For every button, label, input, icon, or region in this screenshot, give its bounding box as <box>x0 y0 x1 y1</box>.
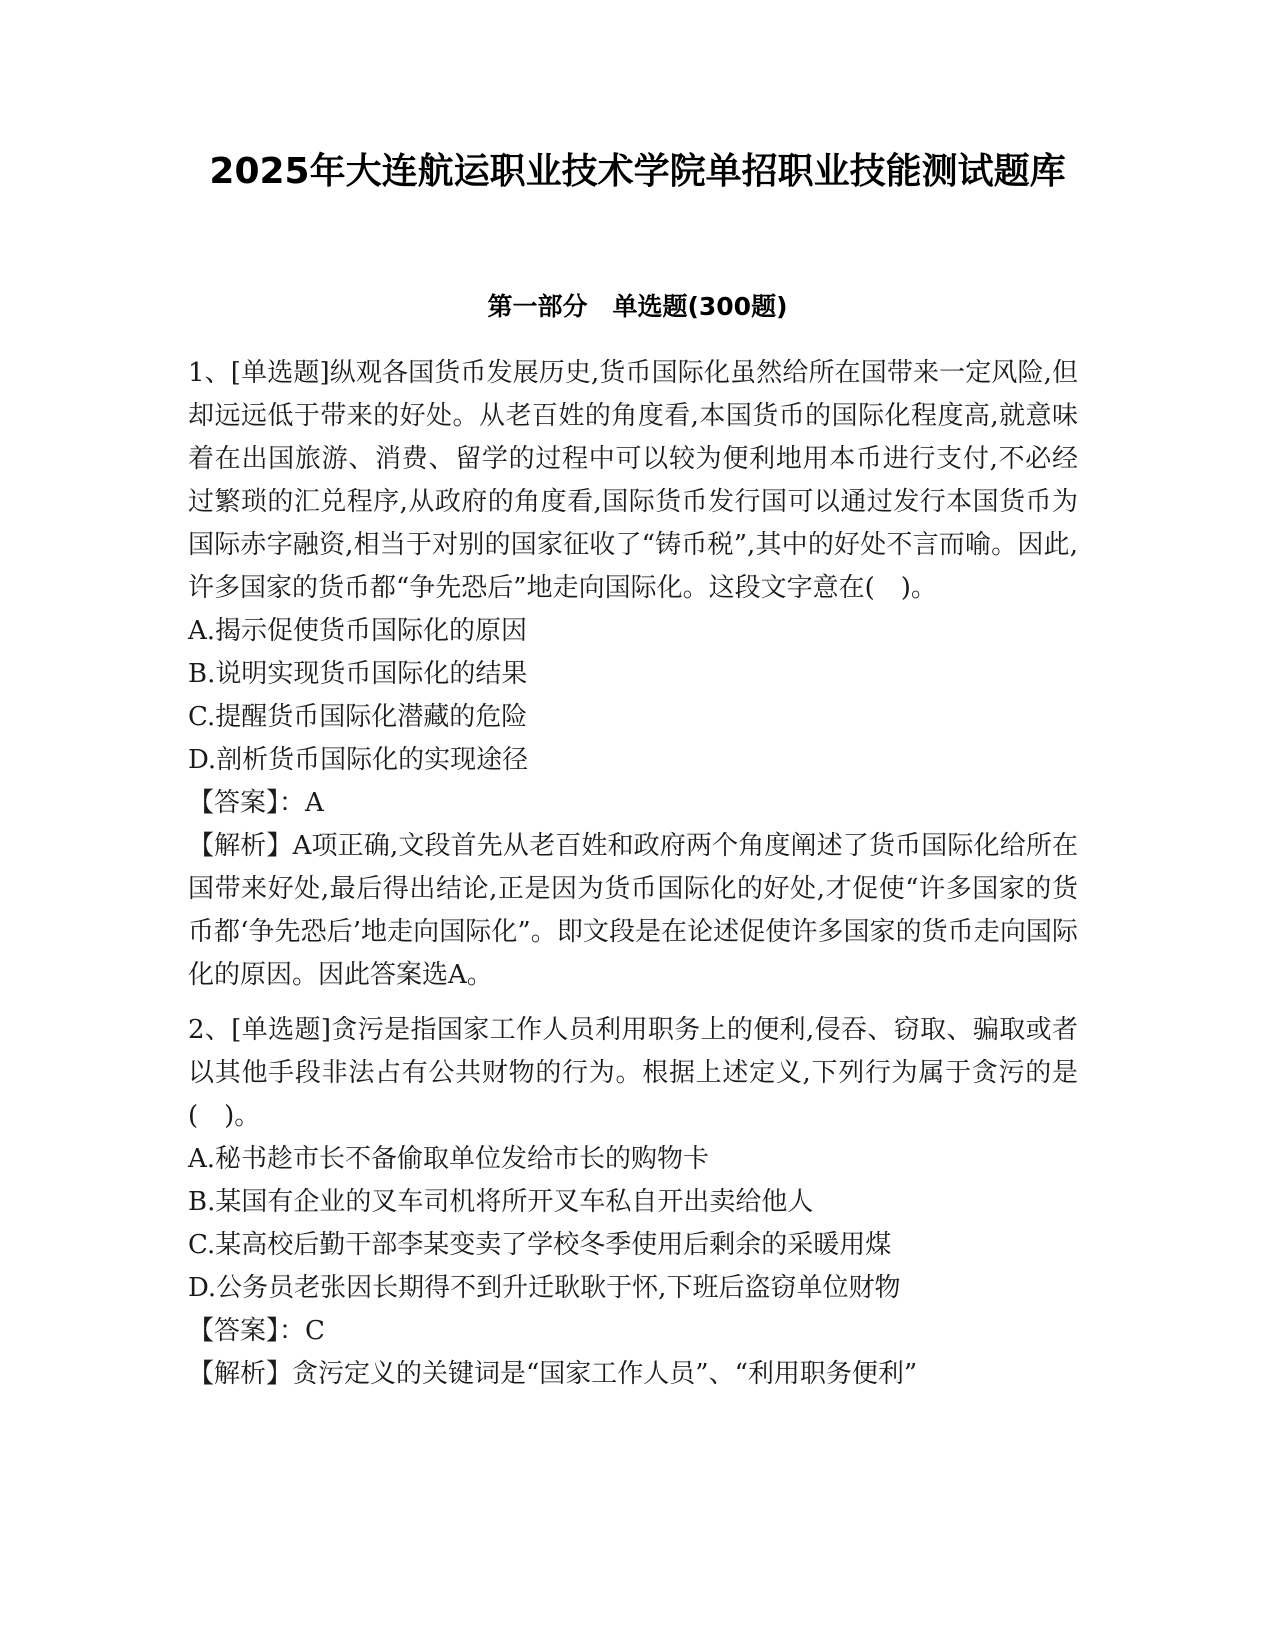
explanation: 【解析】贪污定义的关键词是“国家工作人员”、“利用职务便利” <box>188 1359 918 1389</box>
question-stem: 1、[单选题]纵观各国货币发展历史,货币国际化虽然给所在国带来一定风险,但却远远低于带来的好处。从老百姓的角度看,本国货币的国际化程度高,就意味着在出国旅游、消费、留学的过程中可以较为便利地用本币进行支付,不必经过繁琐的汇兑程序,从政府的角度看,国际货币发行国可以通过发行本国货币为国际赤字融资,相当于对别的国家征收了“铸币税”,其中的好处不言而喻。因此,许多国家的货币都“争先恐后”地走向国际化。这段文字意在( )。 <box>188 358 1079 603</box>
option-a: A.秘书趁市长不备偷取单位发给市长的购物卡 <box>188 1144 710 1174</box>
option-d: D.剖析货币国际化的实现途径 <box>188 745 529 775</box>
option-a: A.揭示促使货币国际化的原因 <box>188 616 528 646</box>
question-list <box>188 352 1078 1396</box>
option-c: C.某高校后勤干部李某变卖了学校冬季使用后剩余的采暖用煤 <box>188 1230 892 1260</box>
option-d: D.公务员老张因长期得不到升迁耿耿于怀,下班后盗窃单位财物 <box>188 1273 901 1303</box>
option-c: C.提醒货币国际化潜藏的危险 <box>188 702 528 732</box>
answer-line: 【答案】：A <box>188 788 324 818</box>
document-title: 2025年大连航运职业技术学院单招职业技能测试题库 <box>209 151 1066 192</box>
option-b: B.说明实现货币国际化的结果 <box>188 659 528 689</box>
question-item <box>188 1009 1078 1396</box>
option-b: B.某国有企业的叉车司机将所开叉车私自开出卖给他人 <box>188 1187 814 1217</box>
explanation: 【解析】A项正确,文段首先从老百姓和政府两个角度阐述了货币国际化给所在国带来好处,最后得出结论,正是因为货币国际化的好处,才促使“许多国家的货币都‘争先恐后’地走向国际化”。即文段是在论述促使许多国家的货币走向国际化的原因。因此答案选A。 <box>188 831 1078 990</box>
question-item <box>188 352 1078 997</box>
section-heading: 第一部分 单选题(300题) <box>487 292 788 321</box>
answer-line: 【答案】：C <box>188 1316 325 1346</box>
question-stem: 2、[单选题]贪污是指国家工作人员利用职务上的便利,侵吞、窃取、骗取或者以其他手段非法占有公共财物的行为。根据上述定义,下列行为属于贪污的是( )。 <box>188 1015 1078 1131</box>
